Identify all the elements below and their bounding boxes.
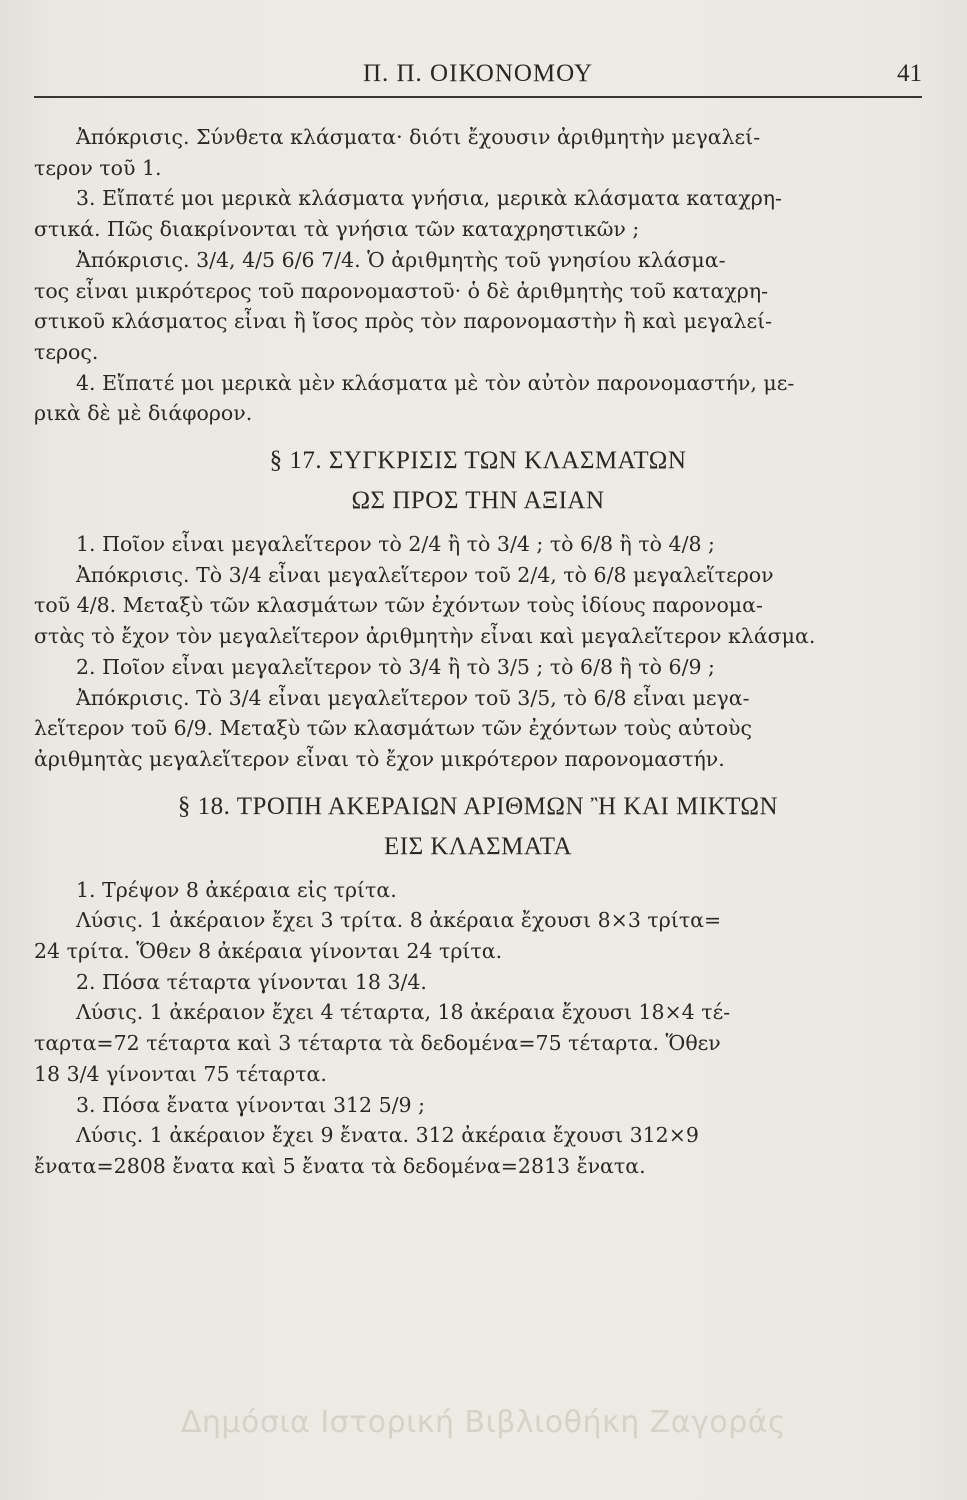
s18-question-2: 2. Πόσα τέταρτα γίνονται 18 3/4.: [76, 969, 427, 994]
text-line: Λύσις. 1 ἀκέραιον ἔχει 3 τρίτα. 8 ἀκέραια ἔχουσι 8×3 τρίτα=: [76, 908, 722, 933]
s17-question-1: 1. Ποῖον εἶναι μεγαλεἵτερον τὸ 2/4 ἢ τὸ 3/4 ; τὸ 6/8 ἢ τὸ 4/8 ;: [76, 532, 715, 557]
text-line: Ἀπόκρισις. 3/4, 4/5 6/6 7/4. Ὁ ἀριθμητὴς τοῦ γνησίου κλάσμα-: [76, 247, 726, 272]
section-17-title: § 17. ΣΥΓΚΡΙΣΙΣ ΤΩΝ ΚΛΑΣΜΑΤΩΝ: [269, 447, 687, 475]
text-line: ρικὰ δὲ μὲ διάφορον.: [34, 401, 253, 426]
section-18-subtitle: ΕΙΣ ΚΛΑΣΜΑΤΑ: [383, 832, 573, 860]
text-line: τος εἶναι μικρότερος τοῦ παρονομαστοῦ· ὁ δὲ ἀριθμητὴς τοῦ καταχρη-: [34, 278, 769, 303]
text-line: Ἀπόκρισις. Τὸ 3/4 εἶναι μεγαλεἵτερον τοῦ 3/5, τὸ 6/8 εἶναι μεγα-: [76, 685, 750, 710]
text-line: στικοῦ κλάσματος εἶναι ἢ ἴσος πρὸς τὸν παρονομαστὴν ἢ καὶ μεγαλεί-: [34, 309, 773, 334]
section-18-title: § 18. ΤΡΟΠΗ ΑΚΕΡΑΙΩΝ ΑΡΙΘΜΩΝ Ἢ ΚΑΙ ΜΙΚΤΩΝ: [177, 792, 779, 820]
text-line: τερος.: [34, 339, 99, 364]
page-number: 41: [897, 60, 922, 87]
running-header: [34, 56, 922, 98]
text-line: λεἵτερον τοῦ 6/9. Μεταξὺ τῶν κλασμάτων τῶν ἐχόντων τοὺς αὐτοὺς: [34, 716, 752, 741]
text-line: ἔνατα=2808 ἔνατα καὶ 5 ἔνατα τὰ δεδομένα=2813 ἔνατα.: [34, 1153, 646, 1178]
text-line: ἀριθμητὰς μεγαλεἵτερον εἶναι τὸ ἔχον μικρότερον παρονομαστήν.: [34, 746, 725, 771]
text-line: Λύσις. 1 ἀκέραιον ἔχει 4 τέταρτα, 18 ἀκέραια ἔχουσι 18×4 τέ-: [76, 1000, 731, 1025]
text-line: 24 τρίτα. Ὅθεν 8 ἀκέραια γίνονται 24 τρίτα.: [34, 939, 503, 964]
text-line: Ἀπόκρισις. Τὸ 3/4 εἶναι μεγαλεἵτερον τοῦ 2/4, τὸ 6/8 μεγαλεἵτερον: [76, 562, 774, 587]
text-line: στικά. Πῶς διακρίνονται τὰ γνήσια τῶν καταχρηστικῶν ;: [34, 217, 640, 242]
question-4: 4. Εἴπατέ μοι μερικὰ μὲν κλάσματα μὲ τὸν αὐτὸν παρονομαστήν, με-: [76, 370, 795, 395]
header-title: Π. Π. ΟΙΚΟΝΟΜΟΥ: [362, 60, 594, 87]
text-line: τοῦ 4/8. Μεταξὺ τῶν κλασμάτων τῶν ἐχόντων τοὺς ἰδίους παρονομα-: [34, 593, 763, 618]
s18-question-3: 3. Πόσα ἔνατα γίνονται 312 5/9 ;: [76, 1092, 426, 1117]
text-line: Ἀπόκρισις. Σύνθετα κλάσματα· διότι ἔχουσιν ἀριθμητὴν μεγαλεί-: [76, 125, 761, 149]
library-watermark: Δημόσια Ιστορική Βιβλιοθήκη Ζαγοράς: [180, 1405, 787, 1440]
text-line: Λύσις. 1 ἀκέραιον ἔχει 9 ἔνατα. 312 ἀκέραια ἔχουσι 312×9: [76, 1123, 699, 1148]
page-body: [34, 122, 922, 1182]
section-17-subtitle: ΩΣ ΠΡΟΣ ΤΗΝ ΑΞΙΑΝ: [351, 487, 605, 515]
text-line: τερον τοῦ 1.: [34, 155, 162, 180]
text-line: ταρτα=72 τέταρτα καὶ 3 τέταρτα τὰ δεδομένα=75 τέταρτα. Ὅθεν: [34, 1031, 721, 1056]
question-3: 3. Εἴπατέ μοι μερικὰ κλάσματα γνήσια, μερικὰ κλάσματα καταχρη-: [76, 186, 782, 211]
text-line: 18 3/4 γίνονται 75 τέταρτα.: [34, 1061, 327, 1086]
text-line: στὰς τὸ ἔχον τὸν μεγαλεἵτερον ἀριθμητὴν εἶναι καὶ μεγαλεἵτερον κλάσμα.: [34, 624, 816, 649]
s18-question-1: 1. Τρέψον 8 ἀκέραια εἰς τρίτα.: [76, 877, 397, 902]
s17-question-2: 2. Ποῖον εἶναι μεγαλεἵτερον τὸ 3/4 ἢ τὸ 3/5 ; τὸ 6/8 ἢ τὸ 6/9 ;: [76, 654, 715, 679]
